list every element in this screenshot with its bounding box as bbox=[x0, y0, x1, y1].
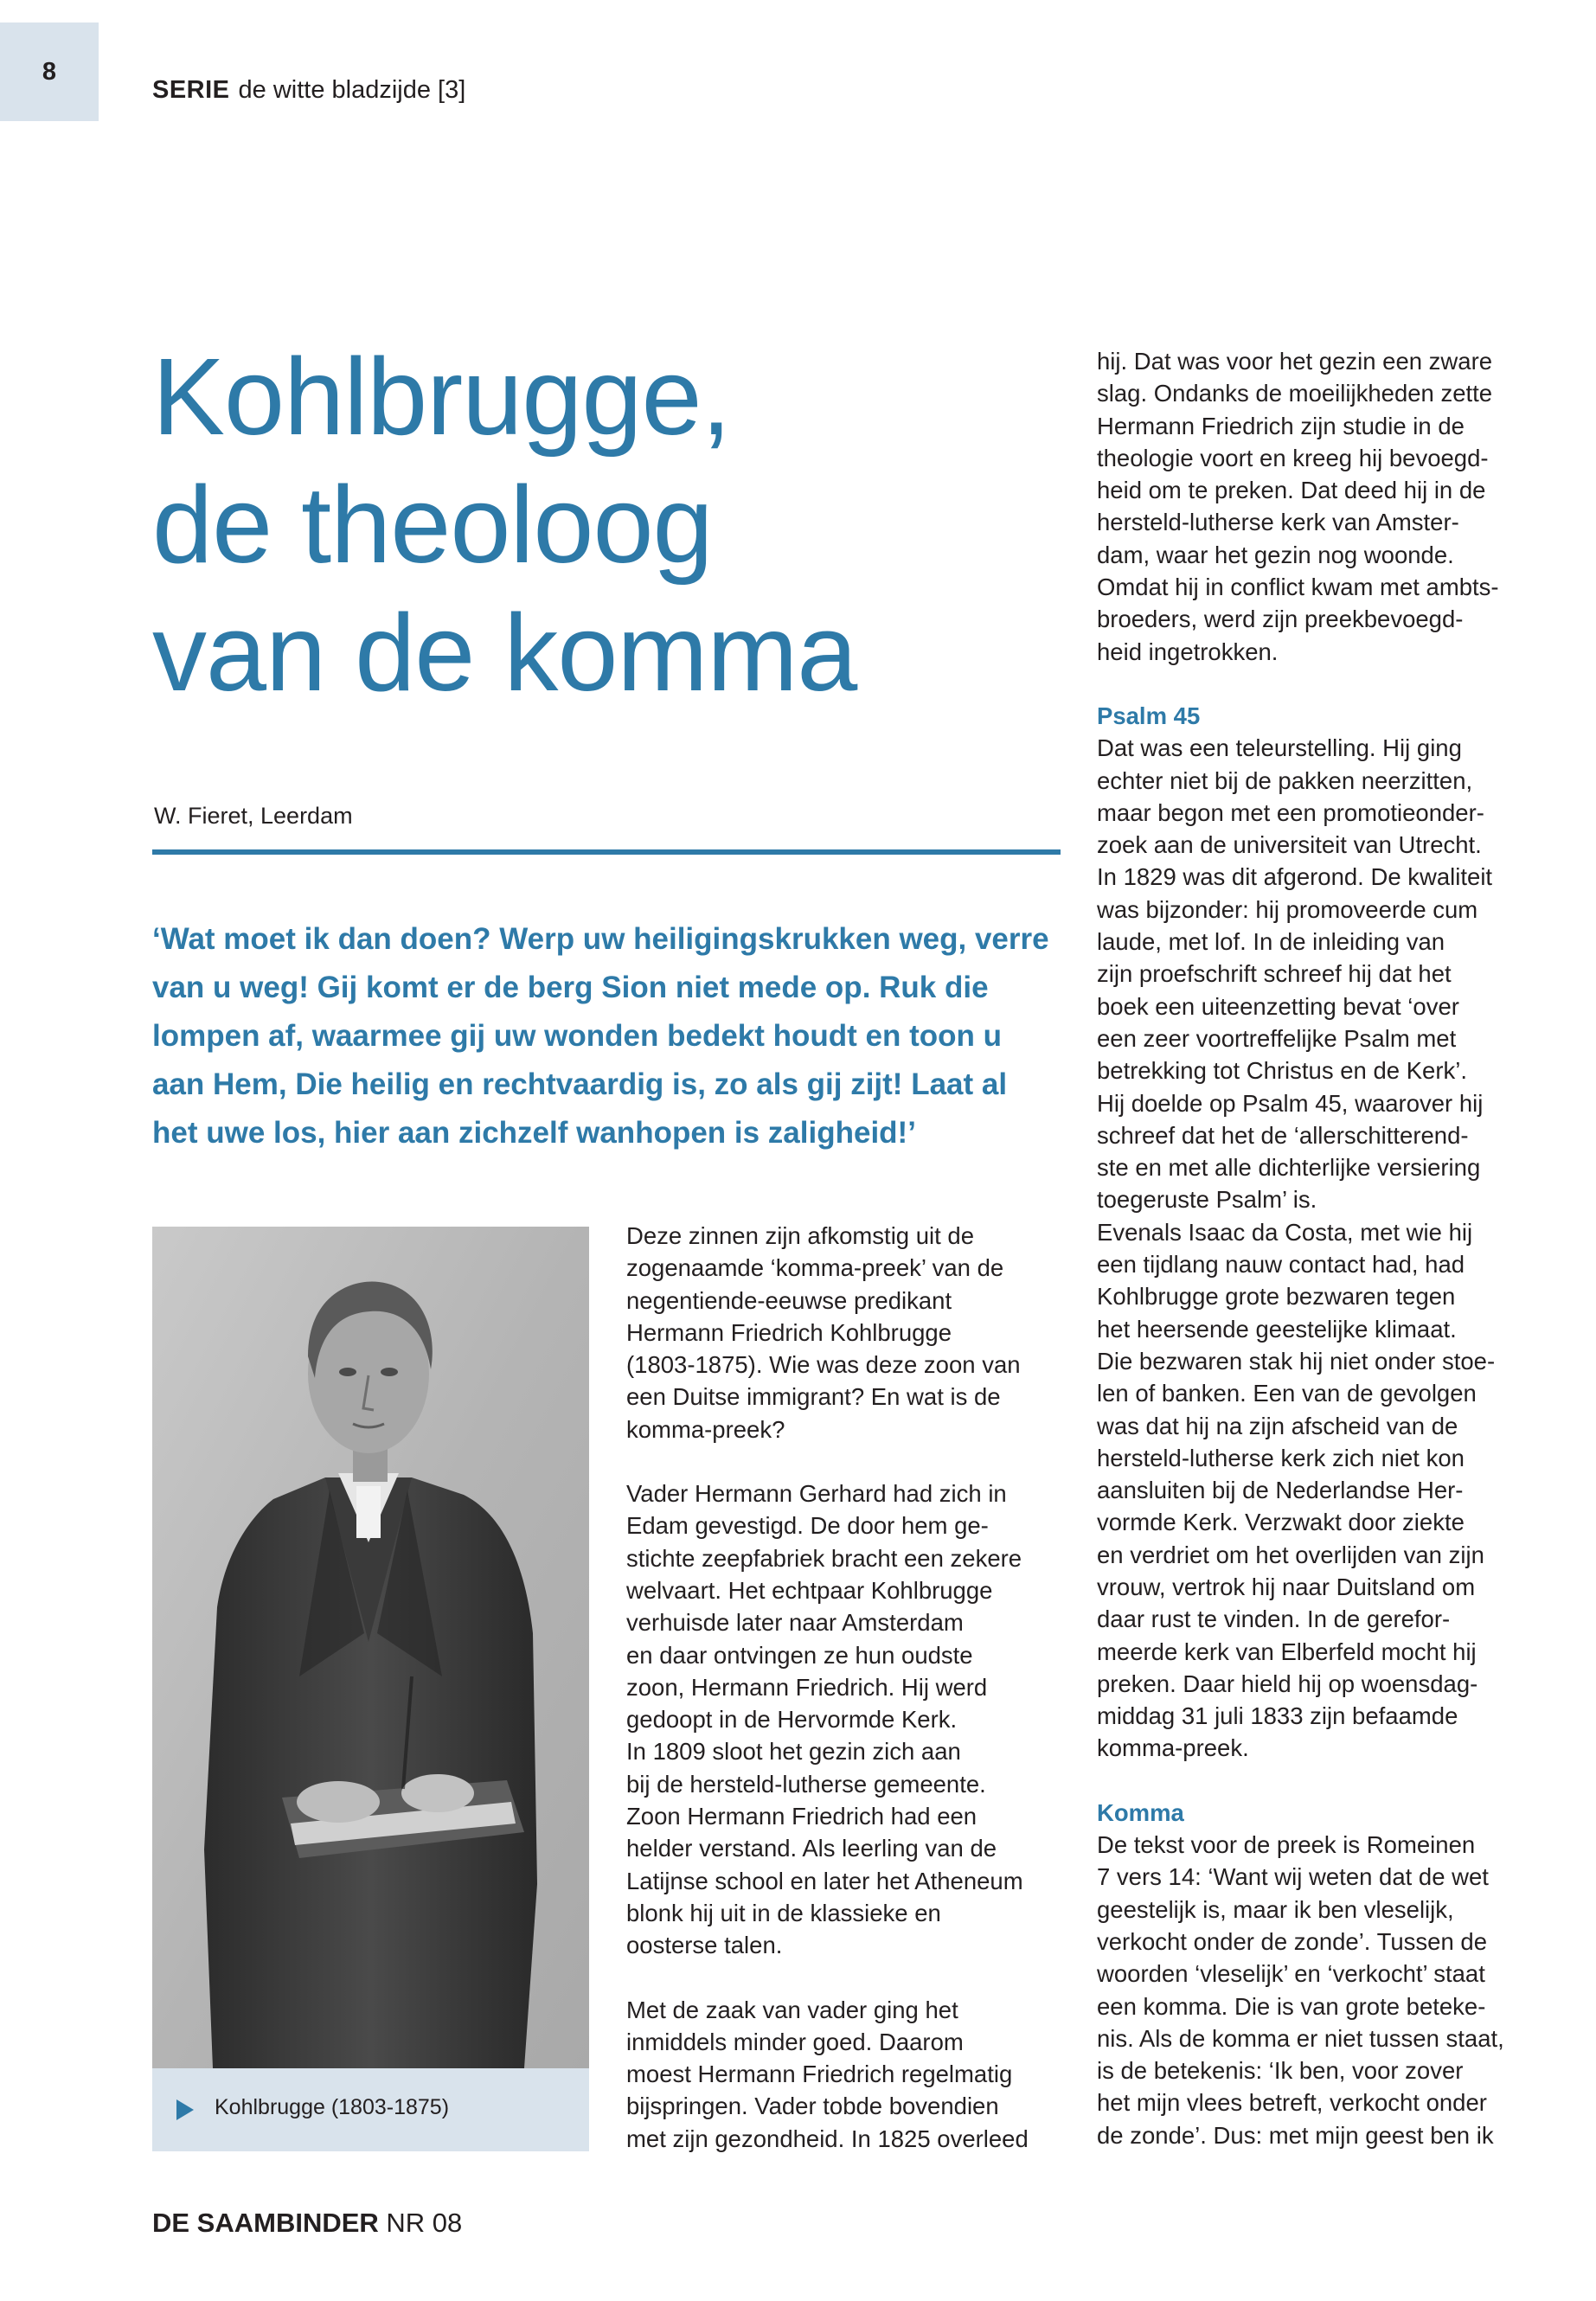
text-line: het mijn vlees betreft, verkocht onder bbox=[1097, 2089, 1487, 2117]
text-line: verhuisde later naar Amsterdam bbox=[626, 1609, 964, 1637]
text-line: aansluiten bij de Nederlandse Her- bbox=[1097, 1477, 1464, 1504]
text-line: Deze zinnen zijn afkomstig uit de bbox=[626, 1222, 975, 1249]
text-line: en verdriet om het overlijden van zijn bbox=[1097, 1541, 1484, 1568]
publication-name: DE SAAMBINDER bbox=[152, 2208, 379, 2238]
text-line: stichte zeepfabriek bracht een zekere bbox=[626, 1544, 1022, 1572]
series-label: SERIE bbox=[152, 76, 230, 104]
text-line: komma-preek. bbox=[1097, 1734, 1249, 1762]
text-line: met zijn gezondheid. In 1825 overleed bbox=[626, 2125, 1029, 2152]
text-line: Kohlbrugge grote bezwaren tegen bbox=[1097, 1283, 1456, 1311]
quote-line: van u weg! Gij komt er de berg Sion niet mede op. Ruk die bbox=[152, 971, 989, 1004]
text-line: De tekst voor de preek is Romeinen bbox=[1097, 1831, 1476, 1859]
text-line: daar rust te vinden. In de gerefor- bbox=[1097, 1606, 1451, 1633]
text-line: laude, met lof. In de inleiding van bbox=[1097, 928, 1445, 956]
text-line: een zeer voortreffelijke Psalm met bbox=[1097, 1024, 1457, 1052]
text-line: Latijnse school en later het Atheneum bbox=[626, 1867, 1023, 1894]
text-line: Edam gevestigd. De door hem ge- bbox=[626, 1512, 989, 1540]
text-line: Hermann Friedrich zijn studie in de bbox=[1097, 412, 1465, 439]
title-line: Kohlbrugge, bbox=[152, 336, 731, 458]
intro-quote bbox=[152, 915, 1069, 1157]
text-line: zoek aan de universiteit van Utrecht. bbox=[1097, 831, 1482, 859]
text-line: komma-preek? bbox=[626, 1415, 785, 1443]
text-line: blonk hij uit in de klassieke en bbox=[626, 1899, 941, 1926]
text-line: theologie voort en kreeg hij bevoegd- bbox=[1097, 444, 1489, 471]
quote-line: aan Hem, Die heilig en rechtvaardig is, zo als gij zijt! Laat al bbox=[152, 1067, 1008, 1101]
text-line: welvaart. Het echtpaar Kohlbrugge bbox=[626, 1576, 993, 1604]
text-line: Zoon Hermann Friedrich had een bbox=[626, 1803, 977, 1830]
title-line: van de komma bbox=[152, 592, 857, 714]
text-line: gedoopt in de Hervormde Kerk. bbox=[626, 1706, 958, 1734]
text-line: Hij doelde op Psalm 45, waarover hij bbox=[1097, 1089, 1484, 1117]
text-line: het heersende geestelijke klimaat. bbox=[1097, 1315, 1457, 1343]
text-line: verkocht onder de zonde’. Tussen de bbox=[1097, 1927, 1487, 1955]
text-line: ste en met alle dichterlijke versiering bbox=[1097, 1154, 1481, 1182]
text-line: 7 vers 14: ‘Want wij weten dat de wet bbox=[1097, 1863, 1489, 1891]
text-line: hersteld-lutherse kerk van Amster- bbox=[1097, 509, 1459, 536]
text-line: geestelijk is, maar ik ben vleselijk, bbox=[1097, 1895, 1454, 1923]
text-line: inmiddels minder goed. Daarom bbox=[626, 2028, 964, 2055]
quote-line: ‘Wat moet ik dan doen? Werp uw heiligingskrukken weg, verre bbox=[152, 922, 1049, 956]
publication-footer bbox=[152, 2208, 462, 2239]
image-caption: Kohlbrugge (1803-1875) bbox=[215, 2095, 450, 2119]
text-line: nis. Als de komma er niet tussen staat, bbox=[1097, 2024, 1504, 2052]
text-line: een komma. Die is van grote beteke- bbox=[1097, 1992, 1486, 2020]
issue-number: NR 08 bbox=[386, 2208, 463, 2238]
text-line: moest Hermann Friedrich regelmatig bbox=[626, 2061, 1013, 2088]
text-line: negentiende-eeuwse predikant bbox=[626, 1286, 952, 1314]
text-line: Met de zaak van vader ging het bbox=[626, 1996, 958, 2023]
text-line: oosterse talen. bbox=[626, 1932, 783, 1959]
text-line: maar begon met een promotieonder- bbox=[1097, 798, 1484, 826]
text-line: vormde Kerk. Verzwakt door ziekte bbox=[1097, 1509, 1465, 1536]
body-column-middle bbox=[626, 1220, 1076, 2155]
page-number: 8 bbox=[42, 58, 57, 86]
text-line: boek een uiteenzetting bevat ‘over bbox=[1097, 992, 1459, 1020]
text-line: bijspringen. Vader tobde bovendien bbox=[626, 2093, 999, 2120]
text-line: woorden ‘vleselijk’ en ‘verkocht’ staat bbox=[1097, 1960, 1485, 1988]
text-line: len of banken. Een van de gevolgen bbox=[1097, 1380, 1477, 1407]
text-line: vrouw, vertrok hij naar Duitsland om bbox=[1097, 1573, 1476, 1600]
divider-rule bbox=[152, 849, 1061, 855]
caption-arrow-icon bbox=[176, 2099, 194, 2120]
text-line: een tijdlang nauw contact had, had bbox=[1097, 1251, 1465, 1279]
text-line: zijn proefschrift schreef hij dat het bbox=[1097, 960, 1452, 988]
article-title bbox=[152, 333, 1017, 717]
text-line: was bijzonder: hij promoveerde cum bbox=[1097, 895, 1478, 923]
text-line: bij de hersteld-lutherse gemeente. bbox=[626, 1770, 986, 1798]
text-line: heid ingetrokken. bbox=[1097, 638, 1279, 665]
quote-line: het uwe los, hier aan zichzelf wanhopen is zaligheid!’ bbox=[152, 1116, 916, 1150]
text-line: betrekking tot Christus en de Kerk’. bbox=[1097, 1057, 1467, 1085]
text-line: preken. Daar hield hij op woensdag- bbox=[1097, 1670, 1478, 1697]
text-line: de zonde’. Dus: met mijn geest ben ik bbox=[1097, 2121, 1494, 2149]
title-line: de theoloog bbox=[152, 464, 713, 586]
text-line: heid om te preken. Dat deed hij in de bbox=[1097, 477, 1486, 504]
text-line: middag 31 juli 1833 zijn befaamde bbox=[1097, 1702, 1458, 1730]
subheading-psalm-45: Psalm 45 bbox=[1097, 702, 1201, 729]
body-column-right bbox=[1097, 345, 1564, 2151]
text-line: hersteld-lutherse kerk zich niet kon bbox=[1097, 1444, 1465, 1471]
text-line: Hermann Friedrich Kohlbrugge bbox=[626, 1318, 952, 1346]
subheading-komma: Komma bbox=[1097, 1798, 1184, 1826]
text-line: Die bezwaren stak hij niet onder stoe- bbox=[1097, 1347, 1496, 1375]
text-line: dam, waar het gezin nog woonde. bbox=[1097, 541, 1454, 568]
text-line: schreef dat het de ‘allerschitterend- bbox=[1097, 1121, 1469, 1149]
text-line: helder verstand. Als leerling van de bbox=[626, 1835, 997, 1862]
text-line: en daar ontvingen ze hun oudste bbox=[626, 1641, 973, 1669]
text-line: echter niet bij de pakken neerzitten, bbox=[1097, 766, 1473, 794]
text-line: is de betekenis: ‘Ik ben, voor zover bbox=[1097, 2057, 1464, 2085]
text-line: (1803-1875). Wie was deze zoon van bbox=[626, 1351, 1021, 1379]
text-line: Dat was een teleurstelling. Hij ging bbox=[1097, 734, 1462, 762]
portrait-image bbox=[152, 1227, 589, 2068]
text-line: Vader Hermann Gerhard had zich in bbox=[626, 1480, 1007, 1508]
text-line: In 1829 was dit afgerond. De kwaliteit bbox=[1097, 863, 1493, 891]
text-line: toegeruste Psalm’ is. bbox=[1097, 1186, 1317, 1214]
series-header bbox=[152, 76, 465, 105]
text-line: Omdat hij in conflict kwam met ambts- bbox=[1097, 574, 1499, 601]
author-byline: W. Fieret, Leerdam bbox=[154, 803, 353, 829]
series-subtitle: de witte bladzijde [3] bbox=[238, 76, 466, 104]
text-line: zogenaamde ‘komma-preek’ van de bbox=[626, 1254, 1004, 1282]
quote-line: lompen af, waarmee gij uw wonden bedekt houdt en toon u bbox=[152, 1019, 1002, 1053]
text-line: slag. Ondanks de moeilijkheden zette bbox=[1097, 380, 1493, 407]
text-line: broeders, werd zijn preekbevoegd- bbox=[1097, 606, 1464, 633]
text-line: In 1809 sloot het gezin zich aan bbox=[626, 1738, 961, 1766]
text-line: was dat hij na zijn afscheid van de bbox=[1097, 1412, 1458, 1439]
text-line: zoon, Hermann Friedrich. Hij werd bbox=[626, 1673, 988, 1701]
text-line: meerde kerk van Elberfeld mocht hij bbox=[1097, 1638, 1477, 1665]
text-line: Evenals Isaac da Costa, met wie hij bbox=[1097, 1218, 1473, 1246]
text-line: hij. Dat was voor het gezin een zware bbox=[1097, 348, 1493, 375]
text-line: een Duitse immigrant? En wat is de bbox=[626, 1383, 1001, 1411]
